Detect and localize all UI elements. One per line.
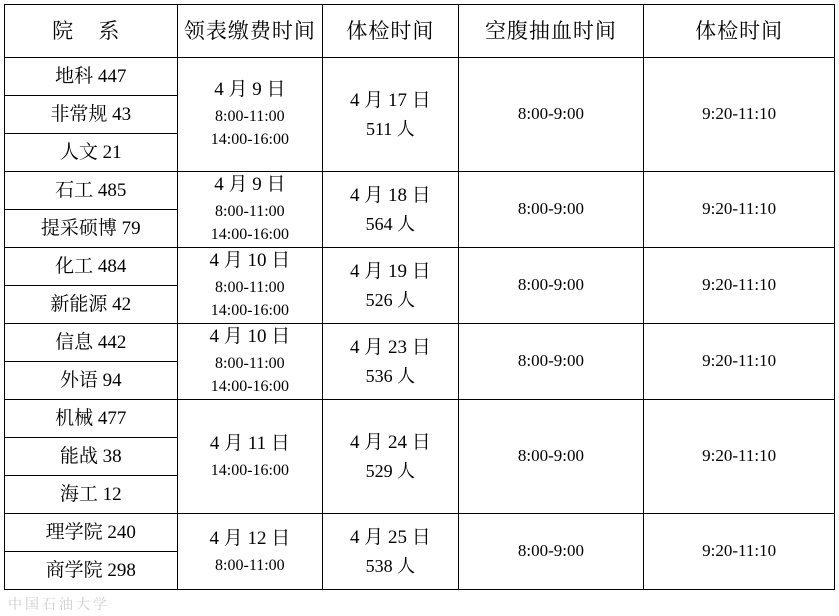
exam-date: 4 月 24 日 (349, 431, 431, 453)
table-row (5, 400, 835, 438)
department-cell: 海工 12 (5, 476, 178, 514)
payment-date: 4 月 10 日 (209, 250, 291, 272)
department-cell: 新能源 42 (5, 286, 178, 324)
exam-date-cell (323, 514, 458, 590)
payment-time-cell (177, 58, 323, 172)
payment-date: 4 月 9 日 (214, 79, 286, 101)
column-header-blood-time: 空腹抽血时间 (458, 5, 644, 58)
payment-time-afternoon: 14:00-16:00 (210, 131, 289, 149)
exam-date: 4 月 17 日 (349, 89, 431, 111)
department-cell: 机械 477 (5, 400, 178, 438)
exam-date: 4 月 19 日 (349, 260, 431, 282)
column-header-exam-date: 体检时间 (323, 5, 458, 58)
department-cell: 非常规 43 (5, 96, 178, 134)
payment-date: 4 月 10 日 (209, 326, 291, 348)
table-row (5, 514, 835, 552)
exam-time-cell: 9:20-11:10 (644, 514, 835, 590)
exam-count: 529 人 (365, 461, 416, 482)
payment-date: 4 月 11 日 (209, 433, 290, 455)
column-header-payment-time: 领表缴费时间 (177, 5, 323, 58)
payment-time-afternoon: 14:00-16:00 (210, 226, 289, 244)
payment-time-afternoon: 14:00-16:00 (210, 302, 289, 320)
exam-date: 4 月 25 日 (349, 526, 431, 548)
table-row (5, 248, 835, 286)
payment-time-cell (177, 172, 323, 248)
table-row (5, 324, 835, 362)
department-cell: 理学院 240 (5, 514, 178, 552)
column-header-exam-time: 体检时间 (644, 5, 835, 58)
blood-time-cell: 8:00-9:00 (458, 172, 644, 248)
blood-time-cell: 8:00-9:00 (458, 514, 644, 590)
department-cell: 人文 21 (5, 134, 178, 172)
table-row (5, 58, 835, 96)
watermark-text: 中国石油大学 (8, 596, 110, 612)
exam-date-cell (323, 172, 458, 248)
exam-time-cell: 9:20-11:10 (644, 400, 835, 514)
exam-count: 538 人 (365, 556, 416, 577)
exam-date-cell (323, 324, 458, 400)
department-cell: 商学院 298 (5, 552, 178, 590)
exam-time-cell: 9:20-11:10 (644, 248, 835, 324)
exam-date-cell (323, 400, 458, 514)
exam-time-cell: 9:20-11:10 (644, 172, 835, 248)
exam-date-cell (323, 58, 458, 172)
exam-date: 4 月 23 日 (349, 336, 431, 358)
payment-time-cell (177, 514, 323, 590)
payment-time-cell (177, 400, 323, 514)
department-cell: 提采硕博 79 (5, 210, 178, 248)
department-cell: 外语 94 (5, 362, 178, 400)
payment-time-morning: 8:00-11:00 (215, 279, 285, 297)
department-cell: 能战 38 (5, 438, 178, 476)
table-row (5, 172, 835, 210)
payment-date: 4 月 12 日 (209, 528, 291, 550)
exam-date: 4 月 18 日 (349, 184, 431, 206)
medical-exam-schedule-table (4, 4, 835, 590)
column-header-department: 院 系 (5, 5, 178, 58)
payment-time-morning: 8:00-11:00 (215, 108, 285, 126)
payment-time-cell (177, 324, 323, 400)
department-cell: 地科 447 (5, 58, 178, 96)
department-cell: 信息 442 (5, 324, 178, 362)
department-cell: 石工 485 (5, 172, 178, 210)
table-header-row (5, 5, 835, 58)
exam-count: 564 人 (365, 214, 416, 235)
blood-time-cell: 8:00-9:00 (458, 324, 644, 400)
blood-time-cell: 8:00-9:00 (458, 400, 644, 514)
payment-time-cell (177, 248, 323, 324)
blood-time-cell: 8:00-9:00 (458, 58, 644, 172)
exam-time-cell: 9:20-11:10 (644, 324, 835, 400)
payment-time-afternoon: 14:00-16:00 (210, 461, 289, 479)
table-header (5, 5, 835, 58)
exam-count: 511 人 (365, 119, 415, 140)
payment-time-morning: 8:00-11:00 (215, 203, 285, 221)
payment-date: 4 月 9 日 (214, 174, 286, 196)
payment-time-afternoon: 14:00-16:00 (210, 378, 289, 396)
exam-time-cell: 9:20-11:10 (644, 58, 835, 172)
exam-count: 536 人 (365, 366, 416, 387)
exam-date-cell (323, 248, 458, 324)
department-cell: 化工 484 (5, 248, 178, 286)
exam-count: 526 人 (365, 290, 416, 311)
payment-time-morning: 8:00-11:00 (215, 355, 285, 373)
blood-time-cell: 8:00-9:00 (458, 248, 644, 324)
payment-time-morning: 8:00-11:00 (215, 556, 285, 574)
table-body (5, 58, 835, 590)
document-page (0, 4, 839, 616)
